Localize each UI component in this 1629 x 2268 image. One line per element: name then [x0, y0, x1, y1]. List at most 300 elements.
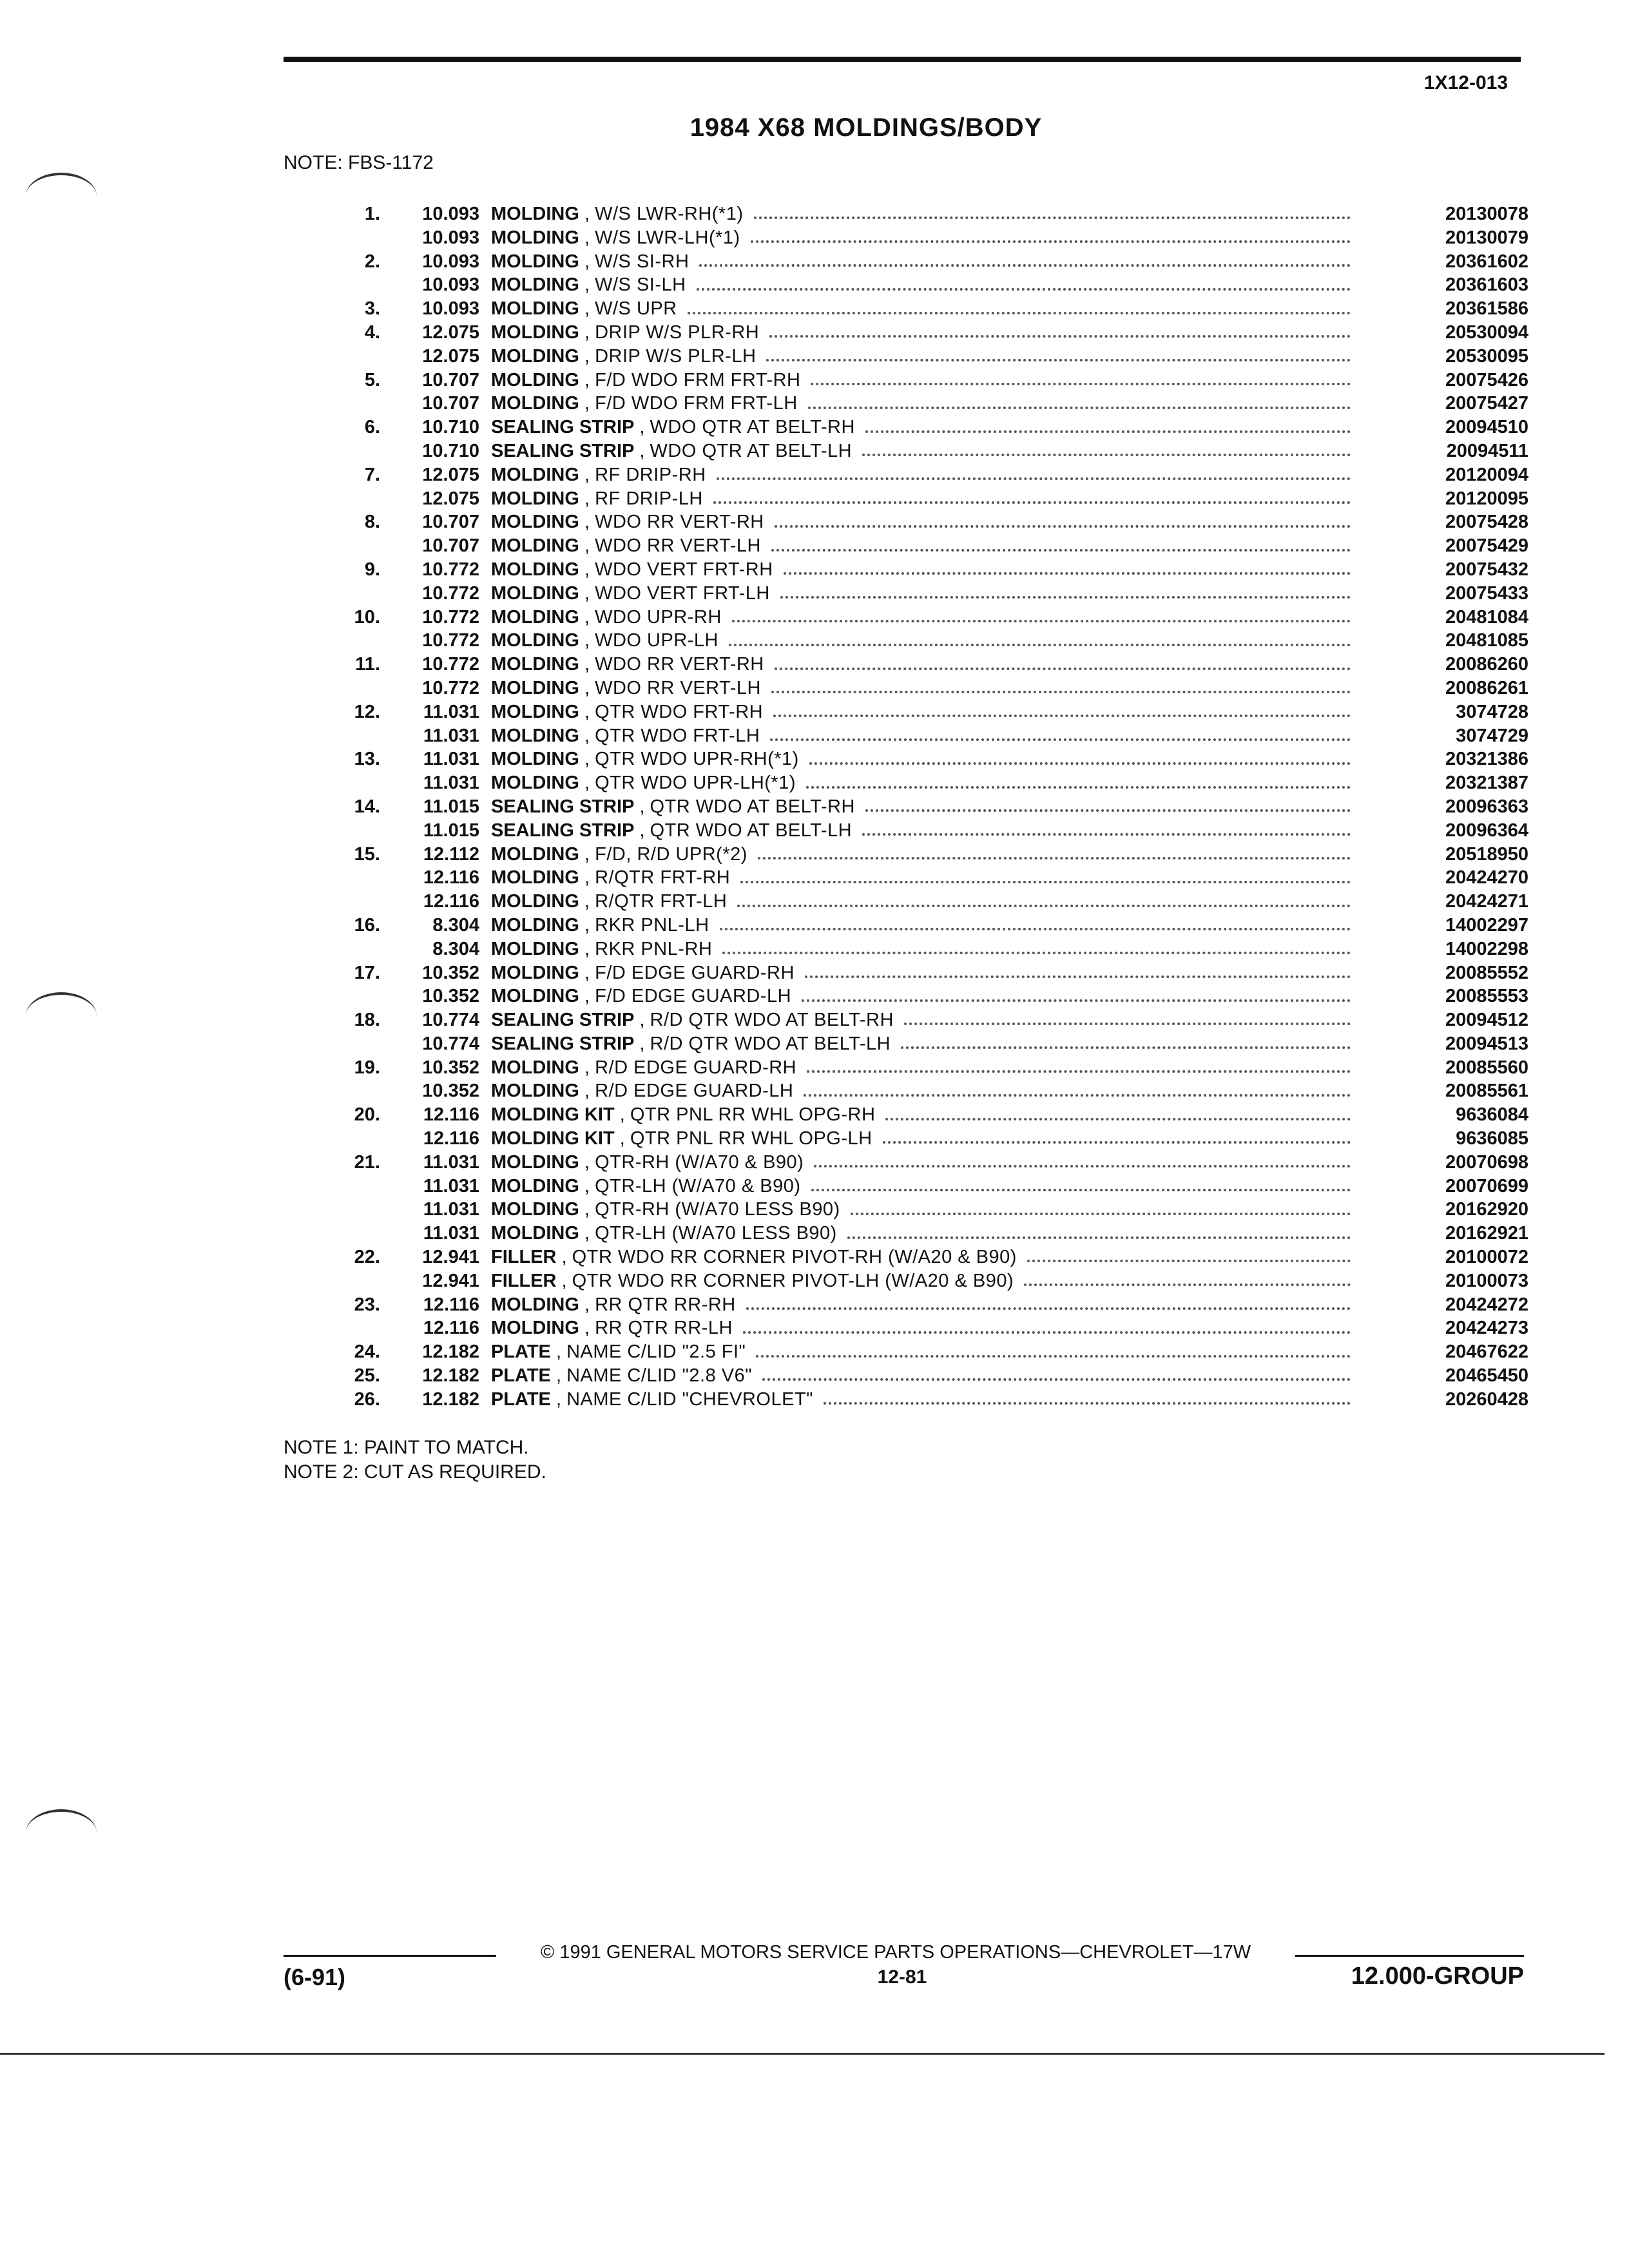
- dot-leader: [811, 1189, 1351, 1191]
- separator: ,: [579, 1057, 595, 1078]
- part-number: 3074729: [1456, 725, 1528, 746]
- part-name: MOLDING: [491, 938, 579, 959]
- part-name: MOLDING: [491, 1057, 579, 1078]
- part-number: 14002298: [1445, 938, 1528, 959]
- item-number: [335, 1079, 390, 1103]
- dot-leader: [743, 1331, 1351, 1334]
- group-code: 10.772: [422, 559, 479, 580]
- part-name: PLATE: [491, 1365, 551, 1387]
- part-description: [491, 439, 1412, 463]
- separator: ,: [579, 962, 595, 983]
- dot-leader: [713, 501, 1351, 504]
- parts-table: [335, 202, 1528, 1412]
- dot-leader: [699, 264, 1351, 267]
- separator: ,: [579, 867, 595, 889]
- part-description: [491, 250, 1412, 274]
- group-code: 10.707: [422, 512, 479, 533]
- separator: ,: [579, 345, 595, 367]
- part-name: MOLDING: [491, 725, 579, 746]
- footer-rule-right: [1295, 1955, 1524, 1957]
- dot-leader: [824, 1402, 1351, 1405]
- part-qualifier: QTR WDO UPR-LH(*1): [595, 773, 796, 794]
- dot-leader: [771, 549, 1351, 552]
- part-description: [491, 937, 1412, 961]
- table-row: [335, 606, 1528, 629]
- part-qualifier: R/D EDGE GUARD-LH: [595, 1081, 794, 1102]
- part-name: MOLDING: [491, 843, 579, 865]
- part-qualifier: F/D EDGE GUARD-LH: [595, 986, 792, 1007]
- dot-leader: [751, 240, 1351, 243]
- item-number: [335, 345, 390, 369]
- table-row: [335, 700, 1528, 724]
- dot-leader: [851, 1213, 1351, 1215]
- part-name: MOLDING: [491, 1199, 579, 1220]
- separator: ,: [579, 914, 595, 936]
- part-number: 20361603: [1445, 274, 1528, 296]
- part-description: [491, 321, 1412, 345]
- part-description: [491, 843, 1412, 867]
- part-name: MOLDING: [491, 322, 579, 343]
- table-row: [335, 1364, 1528, 1388]
- part-description: [491, 819, 1412, 843]
- group-code: 10.352: [422, 1081, 479, 1102]
- table-row: [335, 1388, 1528, 1412]
- dot-leader: [1024, 1283, 1351, 1286]
- table-row: [335, 1127, 1528, 1151]
- item-number: [335, 629, 390, 653]
- part-description: [491, 226, 1412, 250]
- part-name: MOLDING: [491, 914, 579, 936]
- part-qualifier: WDO RR VERT-LH: [595, 535, 761, 557]
- part-number: 20075428: [1445, 512, 1528, 533]
- item-number: 5.: [364, 369, 380, 390]
- part-description: [491, 1079, 1412, 1103]
- part-number: 20075429: [1445, 535, 1528, 557]
- part-description: [491, 463, 1412, 487]
- separator: ,: [579, 582, 595, 604]
- part-qualifier: WDO VERT FRT-LH: [595, 582, 770, 604]
- part-qualifier: QTR WDO RR CORNER PIVOT-RH (W/A20 & B90): [572, 1247, 1017, 1268]
- separator: ,: [634, 820, 650, 841]
- group-code: 10.772: [422, 654, 479, 675]
- part-qualifier: F/D EDGE GUARD-RH: [595, 962, 795, 983]
- separator: ,: [579, 322, 595, 343]
- group-code: 10.352: [422, 986, 479, 1007]
- part-name: MOLDING: [491, 1151, 579, 1173]
- table-row: [335, 1151, 1528, 1175]
- separator: ,: [579, 1151, 595, 1173]
- separator: ,: [579, 512, 595, 533]
- part-qualifier: F/D WDO FRM FRT-LH: [595, 393, 798, 414]
- part-description: [491, 273, 1412, 297]
- group-code: 10.772: [422, 630, 479, 651]
- table-row: [335, 937, 1528, 961]
- part-qualifier: WDO UPR-RH: [595, 606, 722, 628]
- table-row: [335, 724, 1528, 748]
- part-qualifier: QTR WDO AT BELT-LH: [650, 820, 853, 841]
- part-description: [491, 345, 1412, 369]
- part-number: 20086260: [1445, 654, 1528, 675]
- group-code: 10.707: [422, 535, 479, 557]
- part-name: MOLDING: [491, 891, 579, 912]
- item-number: 18.: [354, 1010, 380, 1031]
- separator: ,: [579, 1199, 595, 1220]
- separator: ,: [634, 1033, 650, 1054]
- item-number: 23.: [354, 1294, 380, 1315]
- item-number: [335, 1032, 390, 1056]
- part-name: MOLDING: [491, 986, 579, 1007]
- part-qualifier: R/D EDGE GUARD-RH: [595, 1057, 797, 1078]
- group-code: 12.182: [422, 1389, 479, 1410]
- dot-leader: [740, 881, 1351, 883]
- dot-leader: [773, 715, 1351, 717]
- part-number: 20530095: [1445, 345, 1528, 367]
- part-qualifier: R/D QTR WDO AT BELT-LH: [650, 1033, 891, 1054]
- dot-leader: [1027, 1260, 1351, 1262]
- dot-leader: [775, 525, 1351, 528]
- separator: ,: [579, 773, 595, 794]
- separator: ,: [579, 749, 595, 770]
- dot-leader: [770, 738, 1351, 741]
- part-number: 20075426: [1445, 369, 1528, 390]
- part-qualifier: WDO RR VERT-RH: [595, 654, 764, 675]
- item-number: 22.: [354, 1247, 380, 1268]
- binder-hole-mark: [26, 992, 97, 1021]
- part-qualifier: WDO QTR AT BELT-LH: [650, 440, 853, 461]
- part-description: [491, 582, 1412, 606]
- part-description: [491, 700, 1412, 724]
- dot-leader: [771, 691, 1351, 693]
- part-number: 20094512: [1445, 1010, 1528, 1031]
- footnote-2: NOTE 2: CUT AS REQUIRED.: [284, 1461, 546, 1483]
- part-name: MOLDING: [491, 393, 579, 414]
- item-number: 4.: [364, 322, 380, 343]
- footer-revision: (6-91): [284, 1964, 346, 1990]
- part-number: 20424272: [1445, 1294, 1528, 1315]
- footer-rule-left: [284, 1955, 496, 1957]
- group-code: 8.304: [432, 914, 479, 936]
- part-name: MOLDING: [491, 867, 579, 889]
- part-name: MOLDING: [491, 345, 579, 367]
- group-code: 12.075: [422, 488, 479, 509]
- part-qualifier: W/S UPR: [595, 298, 677, 320]
- part-number: 20100072: [1445, 1247, 1528, 1268]
- part-description: [491, 1151, 1412, 1175]
- group-code: 10.772: [422, 582, 479, 604]
- group-code: 11.031: [423, 1151, 479, 1173]
- part-number: 20075432: [1445, 559, 1528, 580]
- separator: ,: [550, 1365, 567, 1387]
- item-number: 3.: [364, 298, 380, 320]
- table-row: [335, 985, 1528, 1008]
- item-number: [335, 226, 390, 250]
- dot-leader: [901, 1046, 1351, 1049]
- group-code: 10.772: [422, 677, 479, 698]
- separator: ,: [634, 796, 650, 817]
- item-number: 17.: [354, 962, 380, 983]
- group-code: 10.352: [422, 1057, 479, 1078]
- part-number: 20096363: [1445, 796, 1528, 817]
- part-number: 20120094: [1445, 464, 1528, 485]
- group-code: 11.031: [423, 1199, 479, 1220]
- part-qualifier: W/S LWR-RH(*1): [595, 204, 744, 224]
- group-code: 11.031: [423, 749, 479, 770]
- part-qualifier: RKR PNL-RH: [595, 938, 713, 959]
- separator: ,: [579, 274, 595, 296]
- dot-leader: [807, 1070, 1351, 1073]
- page-title: 1984 X68 MOLDINGS/BODY: [689, 113, 1043, 142]
- part-description: [491, 1245, 1412, 1269]
- part-name: PLATE: [491, 1341, 551, 1363]
- part-name: MOLDING: [491, 1081, 579, 1102]
- part-number: 20070698: [1445, 1151, 1528, 1173]
- item-number: [335, 771, 390, 795]
- dot-leader: [883, 1141, 1351, 1144]
- item-number: 11.: [355, 654, 380, 675]
- footer-copyright: © 1991 GENERAL MOTORS SERVICE PARTS OPERATIONS—CHEVROLET—17W: [540, 1942, 1251, 1963]
- table-row: [335, 653, 1528, 677]
- dot-leader: [862, 833, 1351, 836]
- part-qualifier: QTR PNL RR WHL OPG-RH: [630, 1104, 876, 1126]
- table-row: [335, 439, 1528, 463]
- part-name: FILLER: [491, 1270, 557, 1291]
- part-description: [491, 653, 1412, 677]
- dot-leader: [766, 359, 1351, 361]
- part-number: 20130079: [1445, 227, 1528, 248]
- table-row: [335, 250, 1528, 274]
- item-number: 26.: [354, 1389, 380, 1410]
- dot-leader: [847, 1236, 1351, 1239]
- group-code: 11.015: [423, 796, 479, 817]
- table-row: [335, 1103, 1528, 1127]
- part-number: 20424270: [1445, 867, 1528, 889]
- page-code: 1X12-013: [1423, 72, 1508, 93]
- part-description: [491, 747, 1412, 771]
- part-description: [491, 392, 1412, 416]
- part-description: [491, 416, 1412, 439]
- separator: ,: [579, 1294, 595, 1315]
- part-name: MOLDING: [491, 369, 579, 390]
- part-qualifier: R/QTR FRT-LH: [595, 891, 728, 912]
- group-code: 12.116: [423, 1294, 479, 1315]
- group-code: 10.093: [422, 274, 479, 296]
- part-number: 20085553: [1445, 986, 1528, 1007]
- part-name: MOLDING: [491, 251, 579, 272]
- part-number: 20162920: [1445, 1199, 1528, 1220]
- table-row: [335, 297, 1528, 321]
- part-qualifier: DRIP W/S PLR-RH: [595, 322, 760, 343]
- item-number: [335, 1198, 390, 1222]
- separator: ,: [579, 559, 595, 580]
- part-name: SEALING STRIP: [491, 1033, 635, 1054]
- table-row: [335, 273, 1528, 297]
- footnote-1: NOTE 1: PAINT TO MATCH.: [284, 1437, 529, 1458]
- note-reference: NOTE: FBS-1172: [284, 152, 434, 173]
- item-number: [335, 1127, 390, 1151]
- separator: ,: [556, 1270, 572, 1291]
- part-name: MOLDING: [491, 677, 579, 698]
- binder-hole-mark: [26, 1809, 97, 1838]
- separator: ,: [579, 843, 595, 865]
- part-name: MOLDING: [491, 512, 579, 533]
- item-number: 2.: [364, 251, 380, 272]
- item-number: [335, 439, 390, 463]
- part-number: 20424271: [1445, 891, 1528, 912]
- part-description: [491, 297, 1412, 321]
- part-name: MOLDING: [491, 606, 579, 628]
- part-name: SEALING STRIP: [491, 1010, 635, 1031]
- table-row: [335, 914, 1528, 937]
- separator: ,: [579, 701, 595, 722]
- part-qualifier: QTR-RH (W/A70 & B90): [595, 1151, 804, 1173]
- dot-leader: [802, 999, 1351, 1002]
- item-number: [335, 890, 390, 914]
- separator: ,: [579, 725, 595, 746]
- table-row: [335, 961, 1528, 985]
- part-number: 20530094: [1445, 322, 1528, 343]
- footnotes: [284, 1436, 546, 1485]
- separator: ,: [579, 938, 595, 959]
- part-number: 20260428: [1445, 1389, 1528, 1410]
- part-qualifier: W/S LWR-LH(*1): [595, 227, 740, 248]
- part-qualifier: WDO RR VERT-LH: [595, 677, 761, 698]
- part-number: 9636085: [1456, 1128, 1528, 1149]
- dot-leader: [814, 1165, 1351, 1168]
- part-description: [491, 1222, 1412, 1245]
- part-name: MOLDING: [491, 298, 579, 320]
- dot-leader: [811, 383, 1351, 385]
- part-name: MOLDING: [491, 773, 579, 794]
- table-row: [335, 202, 1528, 226]
- parts-table-body: [335, 202, 1528, 1412]
- dot-leader: [720, 928, 1351, 930]
- part-description: [491, 771, 1412, 795]
- group-code: 12.941: [422, 1270, 479, 1291]
- dot-leader: [904, 1023, 1351, 1025]
- dot-leader: [732, 620, 1351, 622]
- separator: ,: [579, 891, 595, 912]
- item-number: 10.: [354, 606, 380, 628]
- table-row: [335, 1293, 1528, 1317]
- item-number: [335, 392, 390, 416]
- table-row: [335, 1316, 1528, 1340]
- table-row: [335, 1032, 1528, 1056]
- dot-leader: [808, 407, 1351, 409]
- part-number: 20100073: [1445, 1270, 1528, 1291]
- group-code: 10.774: [422, 1033, 479, 1054]
- part-number: 20085552: [1445, 962, 1528, 983]
- group-code: 10.093: [422, 227, 479, 248]
- group-code: 8.304: [432, 938, 479, 959]
- group-code: 12.075: [422, 345, 479, 367]
- part-qualifier: WDO VERT FRT-RH: [595, 559, 773, 580]
- part-description: [491, 1340, 1412, 1364]
- part-qualifier: WDO QTR AT BELT-RH: [650, 417, 855, 438]
- part-qualifier: QTR-LH (W/A70 LESS B90): [595, 1223, 837, 1244]
- group-code: 11.031: [423, 1223, 479, 1244]
- table-row: [335, 747, 1528, 771]
- part-name: MOLDING: [491, 630, 579, 651]
- part-number: 20094511: [1446, 440, 1528, 461]
- table-row: [335, 416, 1528, 439]
- group-code: 12.116: [423, 1128, 479, 1149]
- item-number: [335, 273, 390, 297]
- part-number: 20465450: [1445, 1365, 1528, 1387]
- part-name: SEALING STRIP: [491, 417, 635, 438]
- part-number: 20321386: [1445, 749, 1528, 770]
- separator: ,: [579, 393, 595, 414]
- separator: ,: [634, 440, 650, 461]
- table-row: [335, 369, 1528, 392]
- part-qualifier: QTR-RH (W/A70 LESS B90): [595, 1199, 840, 1220]
- dot-leader: [688, 312, 1351, 314]
- item-number: 1.: [364, 204, 380, 224]
- part-number: 20094510: [1445, 417, 1528, 438]
- part-name: FILLER: [491, 1247, 557, 1268]
- part-qualifier: RR QTR RR-LH: [595, 1318, 733, 1339]
- part-name: MOLDING: [491, 1175, 579, 1196]
- table-row: [335, 1269, 1528, 1293]
- item-number: [335, 724, 390, 748]
- part-name: SEALING STRIP: [491, 440, 635, 461]
- separator: ,: [579, 488, 595, 509]
- part-number: 20361602: [1445, 251, 1528, 272]
- item-number: 7.: [364, 464, 380, 485]
- part-number: 3074728: [1456, 701, 1528, 722]
- part-description: [491, 914, 1412, 937]
- part-qualifier: W/S SI-RH: [595, 251, 689, 272]
- item-number: [335, 819, 390, 843]
- part-description: [491, 1269, 1412, 1293]
- table-row: [335, 771, 1528, 795]
- part-qualifier: QTR WDO AT BELT-RH: [650, 796, 855, 817]
- dot-leader: [729, 644, 1351, 646]
- part-qualifier: QTR-LH (W/A70 & B90): [595, 1175, 801, 1196]
- table-row: [335, 795, 1528, 819]
- group-code: 11.031: [423, 1175, 479, 1196]
- table-row: [335, 487, 1528, 511]
- part-qualifier: NAME C/LID "CHEVROLET": [566, 1389, 813, 1410]
- part-number: 20085561: [1445, 1081, 1528, 1102]
- separator: ,: [579, 1175, 595, 1196]
- part-name: MOLDING: [491, 962, 579, 983]
- part-qualifier: W/S SI-LH: [595, 274, 686, 296]
- part-qualifier: QTR WDO FRT-LH: [595, 725, 760, 746]
- part-qualifier: DRIP W/S PLR-LH: [595, 345, 757, 367]
- separator: ,: [614, 1104, 630, 1126]
- part-name: MOLDING: [491, 1294, 579, 1315]
- part-description: [491, 866, 1412, 890]
- part-number: 20130078: [1445, 204, 1528, 224]
- table-row: [335, 629, 1528, 653]
- dot-leader: [804, 1094, 1351, 1097]
- item-number: 16.: [354, 914, 380, 936]
- group-code: 10.093: [422, 251, 479, 272]
- part-description: [491, 369, 1412, 392]
- bottom-rule: [0, 2053, 1605, 2055]
- item-number: [335, 1316, 390, 1340]
- part-qualifier: QTR WDO UPR-RH(*1): [595, 749, 799, 770]
- group-code: 11.031: [423, 773, 479, 794]
- table-row: [335, 558, 1528, 582]
- part-number: 20481085: [1445, 630, 1528, 651]
- separator: ,: [550, 1341, 567, 1363]
- table-row: [335, 345, 1528, 369]
- part-qualifier: QTR WDO RR CORNER PIVOT-LH (W/A20 & B90): [572, 1270, 1014, 1291]
- table-row: [335, 843, 1528, 867]
- separator: ,: [579, 654, 595, 675]
- separator: ,: [579, 298, 595, 320]
